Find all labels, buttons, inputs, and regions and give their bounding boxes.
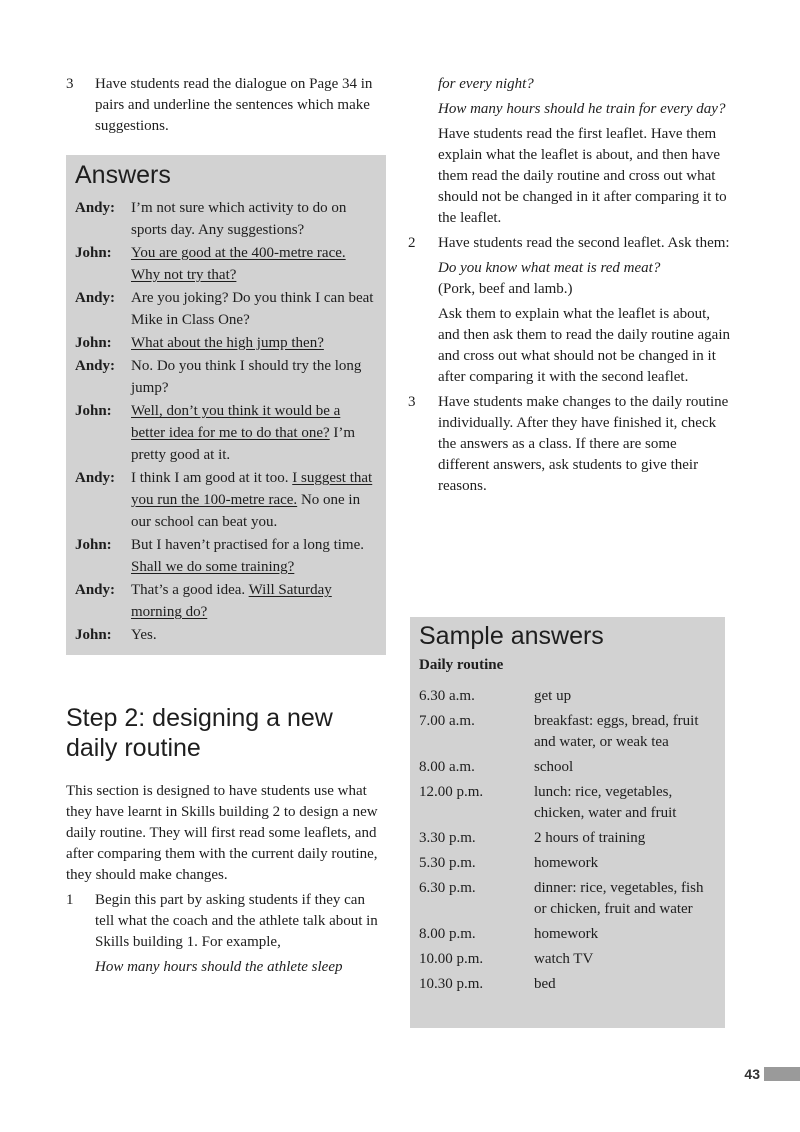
instruction-item-3 <box>66 74 386 137</box>
routine-row <box>419 924 716 945</box>
dialogue-segment: No. Do you think I should try the long jump? <box>131 358 362 396</box>
leaflet-1-paragraph: Have students read the first leaflet. Have them explain what the leaflet is about, and then have them read the daily routine and cross out what should not be changed in it after comparing it to the leaflet. <box>438 126 727 226</box>
answers-box <box>66 155 386 655</box>
routine-row <box>419 782 716 824</box>
dialogue-text <box>131 534 378 578</box>
item-text: Have students make changes to the daily routine individually. After they have finished it, check the answers as a class. If there are some different answers, ask students to give their reasons. <box>438 394 729 494</box>
suggestion-underlined: Shall we do some training? <box>131 559 295 575</box>
dialogue-text <box>131 287 378 331</box>
sample-answers-box <box>410 617 725 1028</box>
dialogue-line <box>75 355 378 399</box>
item-text: Have students read the dialogue on Page 34 in pairs and underline the sentences which make suggestions. <box>95 76 373 134</box>
page-number-bar <box>764 1067 800 1081</box>
routine-activity: school <box>534 759 574 775</box>
suggestion-underlined: Well, don’t you think it would be a better idea for me to do that one? <box>131 403 341 441</box>
routine-row <box>419 949 716 970</box>
routine-time: 5.30 p.m. <box>419 855 476 871</box>
step2-heading: Step 2: designing a new daily routine <box>66 704 333 762</box>
answer-red-meat: (Pork, beef and lamb.) <box>438 281 573 297</box>
routine-activity: bed <box>534 976 556 992</box>
instruction-item-1 <box>66 890 386 978</box>
speaker-name: John: <box>75 245 112 261</box>
speaker-name: Andy: <box>75 358 116 374</box>
item-number: 3 <box>408 394 416 410</box>
dialogue-text <box>131 197 378 241</box>
dialogue-line <box>75 579 378 623</box>
left-column <box>66 74 386 978</box>
leaflet-2-paragraph: Ask them to explain what the leaflet is about, and then ask them to read the daily routine again and cross out what should not be changed in it after comparing it with the second leaflet. <box>438 306 730 385</box>
routine-time: 6.30 a.m. <box>419 688 475 704</box>
item-number: 1 <box>66 892 74 908</box>
page-number-text: 43 <box>744 1066 760 1082</box>
item-number: 2 <box>408 235 416 251</box>
dialogue-segment: I’m pretty good at it. <box>131 425 356 463</box>
routine-row <box>419 757 716 778</box>
routine-row <box>419 974 716 995</box>
dialogue-segment: I think I am good at it too. <box>131 470 293 486</box>
dialogue-line <box>75 534 378 578</box>
instruction-item-2 <box>408 233 730 388</box>
routine-row <box>419 878 716 920</box>
dialogue-text <box>131 400 378 466</box>
suggestion-underlined: You are good at the 400-metre race. Why not try that? <box>131 245 346 283</box>
routine-time: 8.00 a.m. <box>419 759 475 775</box>
routine-time: 7.00 a.m. <box>419 713 475 729</box>
answers-heading: Answers <box>75 161 171 189</box>
routine-time: 8.00 p.m. <box>419 926 476 942</box>
dialogue-line <box>75 467 378 533</box>
speaker-name: Andy: <box>75 200 116 216</box>
routine-row <box>419 711 716 753</box>
dialogue-text <box>131 242 378 286</box>
page-number <box>744 1066 800 1082</box>
speaker-name: John: <box>75 627 112 643</box>
dialogue-line <box>75 197 378 241</box>
item-text: Begin this part by asking students if they can tell what the coach and the athlete talk about in Skills building 1. For example, <box>95 892 378 950</box>
speaker-name: Andy: <box>75 290 116 306</box>
dialogue-text <box>131 355 378 399</box>
suggestion-underlined: What about the high jump then? <box>131 335 324 351</box>
suggestion-underlined: Will Saturday morning do? <box>131 582 332 620</box>
dialogue-line <box>75 624 378 646</box>
routine-activity: watch TV <box>534 951 594 967</box>
routine-time: 10.00 p.m. <box>419 951 484 967</box>
dialogue-line <box>75 242 378 286</box>
speaker-name: John: <box>75 403 112 419</box>
routine-time: 3.30 p.m. <box>419 830 476 846</box>
example-question-2: How many hours should he train for every day? <box>438 101 726 117</box>
right-column <box>410 74 730 497</box>
dialogue-text <box>131 332 378 354</box>
question-red-meat: Do you know what meat is red meat? <box>438 260 661 276</box>
item-text: Have students read the second leaflet. Ask them: <box>438 235 730 251</box>
routine-time: 12.00 p.m. <box>419 784 484 800</box>
routine-row <box>419 853 716 874</box>
dialogue-text <box>131 579 378 623</box>
routine-activity: homework <box>534 926 599 942</box>
dialogue-segment: Are you joking? Do you think I can beat Mike in Class One? <box>131 290 374 328</box>
dialogue-segment: That’s a good idea. <box>131 582 249 598</box>
suggestion-underlined: I suggest that you run the 100-metre race. <box>131 470 373 508</box>
daily-routine-table <box>419 686 716 995</box>
routine-activity: 2 hours of training <box>534 830 646 846</box>
dialogue <box>75 197 378 646</box>
dialogue-segment: Yes. <box>131 627 157 643</box>
item-number: 3 <box>66 76 74 92</box>
dialogue-line <box>75 332 378 354</box>
dialogue-segment: No one in our school can beat you. <box>131 492 361 530</box>
routine-row <box>419 686 716 707</box>
routine-activity: homework <box>534 855 599 871</box>
sample-answers-heading: Sample answers <box>419 622 604 650</box>
routine-activity: dinner: rice, vegetables, fish or chicken, fruit and water <box>534 880 704 917</box>
example-question: How many hours should the athlete sleep <box>95 959 343 975</box>
dialogue-segment: But I haven’t practised for a long time. <box>131 537 364 553</box>
dialogue-segment: I’m not sure which activity to do on sports day. Any suggestions? <box>131 200 347 238</box>
speaker-name: John: <box>75 537 112 553</box>
routine-activity: get up <box>534 688 572 704</box>
routine-activity: lunch: rice, vegetables, chicken, water and fruit <box>534 784 677 821</box>
example-question-continued: for every night? <box>438 76 534 92</box>
dialogue-line <box>75 400 378 466</box>
routine-activity: breakfast: eggs, bread, fruit and water, or weak tea <box>534 713 699 750</box>
daily-routine-subheading: Daily routine <box>419 657 504 673</box>
routine-row <box>419 828 716 849</box>
dialogue-text <box>131 624 378 646</box>
speaker-name: Andy: <box>75 582 116 598</box>
speaker-name: Andy: <box>75 470 116 486</box>
instruction-item-3-right <box>408 392 730 497</box>
routine-time: 10.30 p.m. <box>419 976 484 992</box>
routine-time: 6.30 p.m. <box>419 880 476 896</box>
step2-intro: This section is designed to have students use what they have learnt in Skills building 2 to design a new daily routine. They will first read some leaflets, and after comparing them with the current daily routine, they should make changes. <box>66 783 378 883</box>
speaker-name: John: <box>75 335 112 351</box>
dialogue-text <box>131 467 378 533</box>
dialogue-line <box>75 287 378 331</box>
